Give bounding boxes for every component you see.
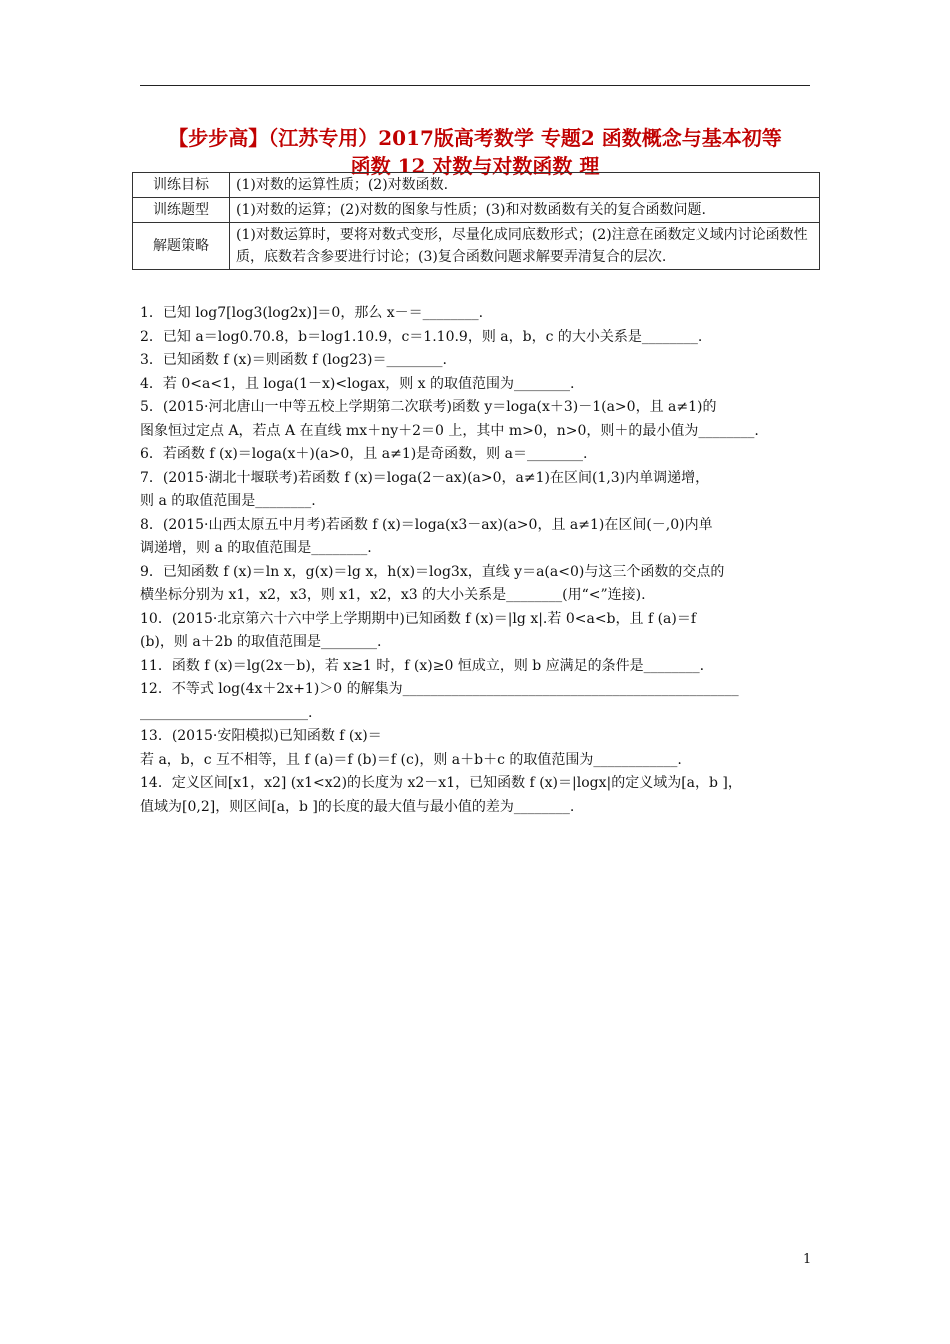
question-line: 6．若函数 f (x)＝loga(x＋)(a>0，且 a≠1)是奇函数，则 a＝________. (140, 446, 588, 462)
question-line: 若 a，b，c 互不相等，且 f (a)＝f (b)＝f (c)，则 a＋b＋c 的取值范围为____________. (140, 751, 682, 768)
question-line: 1．已知 log7[log3(log2x)]＝0，那么 x－＝________. (140, 305, 484, 321)
question-line: 2．已知 a＝log0.70.8，b＝log1.10.9，c＝1.10.9，则 a，b，c 的大小关系是________. (140, 328, 703, 345)
question-line: 值域为[0,2]，则区间[a，b ]的长度的最大值与最小值的差为________. (140, 798, 575, 815)
question-line: 13．(2015·安阳模拟)已知函数 f (x)＝ (140, 728, 382, 744)
question-line: (b)，则 a＋2b 的取值范围是________. (140, 634, 382, 650)
question-list (140, 302, 812, 819)
row-value: (1)对数的运算；(2)对数的图象与性质；(3)和对数函数有关的复合函数问题. (230, 198, 820, 223)
page-number: 1 (803, 1252, 812, 1267)
row-key: 训练题型 (133, 198, 230, 223)
table-row (133, 223, 820, 270)
title-line-2: 函数 12 对数与对数函数 理 (350, 154, 600, 178)
question-line: 7．(2015·湖北十堰联考)若函数 f (x)＝loga(2－ax)(a>0，a≠1)在区间(1,3)内单调递增， (140, 469, 710, 486)
question-line: ________________________. (140, 704, 313, 721)
row-key: 训练目标 (133, 173, 230, 198)
question-line: 14．定义区间[x1，x2] (x1<x2)的长度为 x2－x1，已知函数 f (x)＝|logx|的定义域为[a，b ]， (140, 775, 742, 791)
question-line: 3．已知函数 f (x)＝则函数 f (log23)＝________. (140, 352, 447, 368)
row-key: 解题策略 (133, 223, 230, 270)
title-line-1: 【步步高】（江苏专用）2017版高考数学 专题2 函数概念与基本初等 (168, 126, 782, 150)
question-line: 9．已知函数 f (x)＝ln x，g(x)＝lg x，h(x)＝log3x，直线 y＝a(a<0)与这三个函数的交点的 (140, 563, 725, 580)
question-line: 8．(2015·山西太原五中月考)若函数 f (x)＝loga(x3－ax)(a>0，且 a≠1)在区间(－,0)内单 (140, 516, 713, 533)
row-value: (1)对数运算时，要将对数式变形，尽量化成同底数形式；(2)注意在函数定义域内讨论函数性质，底数若含参要进行讨论；(3)复合函数问题求解要弄清复合的层次. (230, 223, 820, 270)
question-line: 横坐标分别为 x1，x2，x3，则 x1，x2，x3 的大小关系是________(用“<”连接). (140, 587, 646, 603)
question-line: 5．(2015·河北唐山一中等五校上学期第二次联考)函数 y＝loga(x＋3)－1(a>0，且 a≠1)的 (140, 399, 717, 415)
question-line: 12．不等式 log(4x＋2x+1)＞0 的解集为________________________________________________ (140, 681, 739, 697)
question-line: 11．函数 f (x)＝lg(2x－b)，若 x≥1 时，f (x)≥0 恒成立，则 b 应满足的条件是________. (140, 657, 705, 674)
question-line: 10．(2015·北京第六十六中学上学期期中)已知函数 f (x)＝|lg x|.若 0<a<b，且 f (a)＝f (140, 610, 697, 627)
table-row (133, 198, 820, 223)
question-line: 则 a 的取值范围是________. (140, 493, 316, 509)
table-row (133, 173, 820, 198)
row-value: (1)对数的运算性质；(2)对数函数. (230, 173, 820, 198)
question-line: 4．若 0<a<1，且 loga(1－x)<logax，则 x 的取值范围为________. (140, 375, 575, 392)
question-line: 图象恒过定点 A，若点 A 在直线 mx＋ny＋2＝0 上，其中 m>0，n>0，则＋的最小值为________. (140, 422, 759, 439)
training-info-table (132, 172, 820, 270)
question-line: 调递增，则 a 的取值范围是________. (140, 540, 372, 556)
header-rule (140, 85, 810, 86)
